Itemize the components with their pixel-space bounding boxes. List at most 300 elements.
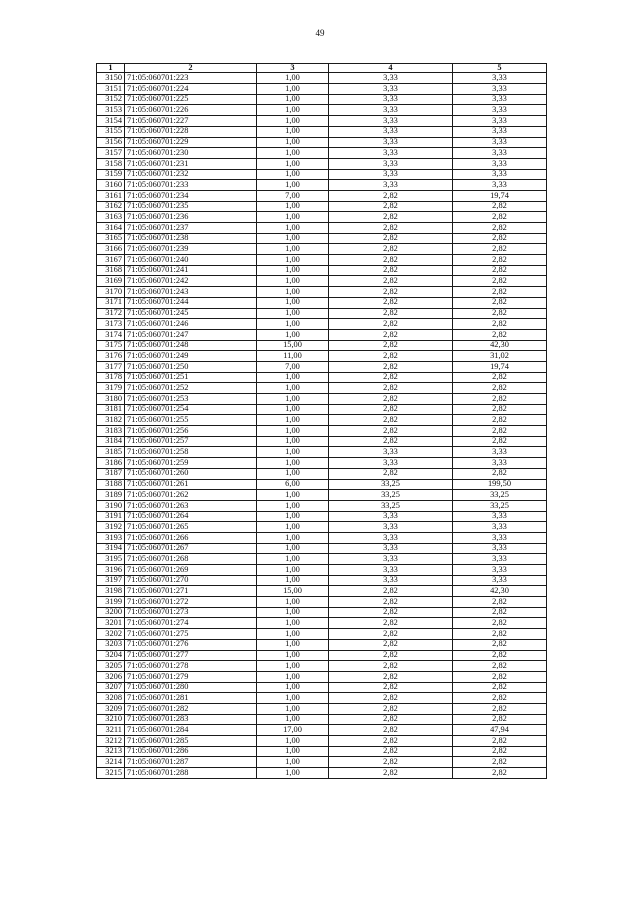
header-row [97, 64, 547, 73]
rate-cell: 3,33 [329, 543, 453, 554]
cadastral-number-cell: 71:05:060701:250 [125, 361, 257, 372]
row-number-cell: 3165 [97, 233, 125, 244]
rate-cell: 2,82 [329, 276, 453, 287]
row-number-cell: 3169 [97, 276, 125, 287]
row-number-cell: 3184 [97, 436, 125, 447]
rate-cell: 3,33 [329, 116, 453, 127]
rate-cell: 2,82 [329, 661, 453, 672]
row-number-cell: 3186 [97, 458, 125, 469]
table-row [97, 308, 547, 319]
area-cell: 1,00 [257, 468, 329, 479]
rate-cell: 33,25 [329, 479, 453, 490]
rate-cell: 3,33 [329, 575, 453, 586]
cadastral-number-cell: 71:05:060701:229 [125, 137, 257, 148]
row-number-cell: 3214 [97, 757, 125, 768]
table-row [97, 703, 547, 714]
cadastral-number-cell: 71:05:060701:268 [125, 554, 257, 565]
row-number-cell: 3210 [97, 714, 125, 725]
area-cell: 1,00 [257, 661, 329, 672]
table-row [97, 116, 547, 127]
cadastral-number-cell: 71:05:060701:244 [125, 297, 257, 308]
rate-cell: 2,82 [329, 383, 453, 394]
table-row [97, 426, 547, 437]
area-cell: 1,00 [257, 682, 329, 693]
area-cell: 1,00 [257, 244, 329, 255]
area-cell: 1,00 [257, 597, 329, 608]
area-cell: 1,00 [257, 297, 329, 308]
total-cell: 3,33 [453, 543, 547, 554]
rate-cell: 3,33 [329, 532, 453, 543]
cadastral-number-cell: 71:05:060701:251 [125, 372, 257, 383]
row-number-cell: 3203 [97, 639, 125, 650]
page-number: 49 [315, 28, 325, 38]
total-cell: 2,82 [453, 618, 547, 629]
table-row [97, 607, 547, 618]
total-cell: 2,82 [453, 436, 547, 447]
cadastral-number-cell: 71:05:060701:238 [125, 233, 257, 244]
cadastral-table [96, 63, 547, 779]
table-row [97, 447, 547, 458]
rate-cell: 3,33 [329, 94, 453, 105]
rate-cell: 2,82 [329, 607, 453, 618]
area-cell: 1,00 [257, 180, 329, 191]
table-row [97, 543, 547, 554]
row-number-cell: 3199 [97, 597, 125, 608]
rate-cell: 3,33 [329, 137, 453, 148]
rate-cell: 2,82 [329, 255, 453, 266]
cadastral-number-cell: 71:05:060701:261 [125, 479, 257, 490]
rate-cell: 2,82 [329, 768, 453, 779]
rate-cell: 3,33 [329, 84, 453, 95]
rate-cell: 2,82 [329, 244, 453, 255]
table-row [97, 671, 547, 682]
row-number-cell: 3175 [97, 340, 125, 351]
rate-cell: 3,33 [329, 158, 453, 169]
table-row [97, 287, 547, 298]
cadastral-number-cell: 71:05:060701:256 [125, 426, 257, 437]
cadastral-number-cell: 71:05:060701:283 [125, 714, 257, 725]
rate-cell: 2,82 [329, 426, 453, 437]
row-number-cell: 3151 [97, 84, 125, 95]
area-cell: 1,00 [257, 629, 329, 640]
area-cell: 1,00 [257, 511, 329, 522]
table-row [97, 94, 547, 105]
row-number-cell: 3158 [97, 158, 125, 169]
area-cell: 1,00 [257, 404, 329, 415]
area-cell: 1,00 [257, 212, 329, 223]
row-number-cell: 3188 [97, 479, 125, 490]
rate-cell: 2,82 [329, 351, 453, 362]
area-cell: 1,00 [257, 458, 329, 469]
table-row [97, 725, 547, 736]
header-cell: 4 [329, 64, 453, 73]
row-number-cell: 3211 [97, 725, 125, 736]
total-cell: 3,33 [453, 148, 547, 159]
rate-cell: 3,33 [329, 73, 453, 84]
rate-cell: 2,82 [329, 404, 453, 415]
total-cell: 42,30 [453, 340, 547, 351]
table-row [97, 757, 547, 768]
rate-cell: 3,33 [329, 565, 453, 576]
row-number-cell: 3161 [97, 190, 125, 201]
area-cell: 1,00 [257, 565, 329, 576]
table-row [97, 629, 547, 640]
rate-cell: 33,25 [329, 490, 453, 501]
total-cell: 2,82 [453, 768, 547, 779]
total-cell: 47,94 [453, 725, 547, 736]
total-cell: 2,82 [453, 650, 547, 661]
total-cell: 3,33 [453, 565, 547, 576]
rate-cell: 2,82 [329, 725, 453, 736]
rate-cell: 2,82 [329, 190, 453, 201]
row-number-cell: 3209 [97, 703, 125, 714]
cadastral-number-cell: 71:05:060701:230 [125, 148, 257, 159]
total-cell: 19,74 [453, 361, 547, 372]
total-cell: 3,33 [453, 105, 547, 116]
table-row [97, 436, 547, 447]
area-cell: 1,00 [257, 137, 329, 148]
cadastral-number-cell: 71:05:060701:246 [125, 319, 257, 330]
row-number-cell: 3183 [97, 426, 125, 437]
total-cell: 3,33 [453, 116, 547, 127]
area-cell: 15,00 [257, 340, 329, 351]
table-row [97, 768, 547, 779]
total-cell: 2,82 [453, 372, 547, 383]
rate-cell: 2,82 [329, 736, 453, 747]
row-number-cell: 3181 [97, 404, 125, 415]
cadastral-number-cell: 71:05:060701:243 [125, 287, 257, 298]
cadastral-number-cell: 71:05:060701:262 [125, 490, 257, 501]
total-cell: 3,33 [453, 158, 547, 169]
area-cell: 1,00 [257, 768, 329, 779]
cadastral-number-cell: 71:05:060701:241 [125, 265, 257, 276]
area-cell: 1,00 [257, 201, 329, 212]
table-row [97, 415, 547, 426]
total-cell: 2,82 [453, 693, 547, 704]
table-row [97, 340, 547, 351]
total-cell: 3,33 [453, 169, 547, 180]
cadastral-number-cell: 71:05:060701:249 [125, 351, 257, 362]
rate-cell: 3,33 [329, 447, 453, 458]
area-cell: 1,00 [257, 148, 329, 159]
row-number-cell: 3163 [97, 212, 125, 223]
row-number-cell: 3168 [97, 265, 125, 276]
table-row [97, 404, 547, 415]
area-cell: 1,00 [257, 308, 329, 319]
area-cell: 1,00 [257, 255, 329, 266]
row-number-cell: 3156 [97, 137, 125, 148]
area-cell: 7,00 [257, 361, 329, 372]
cadastral-number-cell: 71:05:060701:254 [125, 404, 257, 415]
cadastral-number-cell: 71:05:060701:271 [125, 586, 257, 597]
rate-cell: 3,33 [329, 522, 453, 533]
area-cell: 1,00 [257, 94, 329, 105]
rate-cell: 2,82 [329, 746, 453, 757]
cadastral-number-cell: 71:05:060701:237 [125, 223, 257, 234]
cadastral-number-cell: 71:05:060701:274 [125, 618, 257, 629]
cadastral-number-cell: 71:05:060701:228 [125, 126, 257, 137]
row-number-cell: 3196 [97, 565, 125, 576]
rate-cell: 2,82 [329, 650, 453, 661]
cadastral-number-cell: 71:05:060701:234 [125, 190, 257, 201]
row-number-cell: 3170 [97, 287, 125, 298]
total-cell: 2,82 [453, 415, 547, 426]
area-cell: 1,00 [257, 319, 329, 330]
total-cell: 3,33 [453, 575, 547, 586]
total-cell: 2,82 [453, 404, 547, 415]
rate-cell: 2,82 [329, 682, 453, 693]
area-cell: 1,00 [257, 372, 329, 383]
area-cell: 1,00 [257, 169, 329, 180]
total-cell: 3,33 [453, 511, 547, 522]
total-cell: 2,82 [453, 714, 547, 725]
area-cell: 1,00 [257, 383, 329, 394]
table-row [97, 490, 547, 501]
area-cell: 1,00 [257, 607, 329, 618]
area-cell: 1,00 [257, 575, 329, 586]
row-number-cell: 3172 [97, 308, 125, 319]
row-number-cell: 3153 [97, 105, 125, 116]
total-cell: 2,82 [453, 223, 547, 234]
total-cell: 2,82 [453, 703, 547, 714]
row-number-cell: 3166 [97, 244, 125, 255]
rate-cell: 2,82 [329, 597, 453, 608]
area-cell: 1,00 [257, 736, 329, 747]
rate-cell: 2,82 [329, 308, 453, 319]
table-row [97, 169, 547, 180]
row-number-cell: 3167 [97, 255, 125, 266]
table-row [97, 586, 547, 597]
cadastral-number-cell: 71:05:060701:282 [125, 703, 257, 714]
area-cell: 1,00 [257, 650, 329, 661]
area-cell: 1,00 [257, 714, 329, 725]
cadastral-number-cell: 71:05:060701:288 [125, 768, 257, 779]
cadastral-number-cell: 71:05:060701:226 [125, 105, 257, 116]
area-cell: 1,00 [257, 329, 329, 340]
row-number-cell: 3205 [97, 661, 125, 672]
total-cell: 2,82 [453, 255, 547, 266]
table-row [97, 597, 547, 608]
row-number-cell: 3171 [97, 297, 125, 308]
header-cell: 1 [97, 64, 125, 73]
header-cell: 5 [453, 64, 547, 73]
total-cell: 3,33 [453, 84, 547, 95]
cadastral-number-cell: 71:05:060701:260 [125, 468, 257, 479]
table-row [97, 233, 547, 244]
row-number-cell: 3177 [97, 361, 125, 372]
total-cell: 2,82 [453, 682, 547, 693]
cadastral-number-cell: 71:05:060701:267 [125, 543, 257, 554]
total-cell: 2,82 [453, 757, 547, 768]
rate-cell: 2,82 [329, 340, 453, 351]
table-row [97, 105, 547, 116]
table-row [97, 575, 547, 586]
cadastral-number-cell: 71:05:060701:223 [125, 73, 257, 84]
cadastral-number-cell: 71:05:060701:281 [125, 693, 257, 704]
total-cell: 2,82 [453, 597, 547, 608]
rate-cell: 2,82 [329, 297, 453, 308]
row-number-cell: 3182 [97, 415, 125, 426]
row-number-cell: 3194 [97, 543, 125, 554]
cadastral-number-cell: 71:05:060701:240 [125, 255, 257, 266]
table-row [97, 714, 547, 725]
area-cell: 1,00 [257, 500, 329, 511]
table-row [97, 565, 547, 576]
table-row [97, 650, 547, 661]
area-cell: 1,00 [257, 223, 329, 234]
table-row [97, 158, 547, 169]
row-number-cell: 3185 [97, 447, 125, 458]
table-row [97, 746, 547, 757]
row-number-cell: 3179 [97, 383, 125, 394]
cadastral-number-cell: 71:05:060701:270 [125, 575, 257, 586]
row-number-cell: 3193 [97, 532, 125, 543]
total-cell: 2,82 [453, 329, 547, 340]
total-cell: 3,33 [453, 522, 547, 533]
table-row [97, 682, 547, 693]
rate-cell: 2,82 [329, 287, 453, 298]
area-cell: 1,00 [257, 233, 329, 244]
table-row [97, 661, 547, 672]
area-cell: 1,00 [257, 276, 329, 287]
row-number-cell: 3157 [97, 148, 125, 159]
row-number-cell: 3192 [97, 522, 125, 533]
table-row [97, 180, 547, 191]
cadastral-number-cell: 71:05:060701:236 [125, 212, 257, 223]
row-number-cell: 3191 [97, 511, 125, 522]
area-cell: 1,00 [257, 265, 329, 276]
cadastral-number-cell: 71:05:060701:259 [125, 458, 257, 469]
table-row [97, 265, 547, 276]
table-row [97, 244, 547, 255]
total-cell: 2,82 [453, 276, 547, 287]
cadastral-number-cell: 71:05:060701:285 [125, 736, 257, 747]
rate-cell: 3,33 [329, 148, 453, 159]
cadastral-number-cell: 71:05:060701:255 [125, 415, 257, 426]
rate-cell: 2,82 [329, 415, 453, 426]
cadastral-number-cell: 71:05:060701:264 [125, 511, 257, 522]
rate-cell: 3,33 [329, 554, 453, 565]
total-cell: 2,82 [453, 629, 547, 640]
row-number-cell: 3173 [97, 319, 125, 330]
header-cell: 2 [125, 64, 257, 73]
cadastral-number-cell: 71:05:060701:235 [125, 201, 257, 212]
cadastral-number-cell: 71:05:060701:273 [125, 607, 257, 618]
cadastral-number-cell: 71:05:060701:286 [125, 746, 257, 757]
table-row [97, 479, 547, 490]
row-number-cell: 3204 [97, 650, 125, 661]
table-row [97, 458, 547, 469]
total-cell: 3,33 [453, 554, 547, 565]
cadastral-number-cell: 71:05:060701:253 [125, 394, 257, 405]
table-row [97, 255, 547, 266]
rate-cell: 2,82 [329, 394, 453, 405]
area-cell: 15,00 [257, 586, 329, 597]
total-cell: 33,25 [453, 490, 547, 501]
row-number-cell: 3202 [97, 629, 125, 640]
total-cell: 2,82 [453, 661, 547, 672]
table-row [97, 319, 547, 330]
total-cell: 3,33 [453, 137, 547, 148]
rate-cell: 2,82 [329, 233, 453, 244]
cadastral-number-cell: 71:05:060701:257 [125, 436, 257, 447]
table-row [97, 351, 547, 362]
cadastral-number-cell: 71:05:060701:232 [125, 169, 257, 180]
cadastral-number-cell: 71:05:060701:279 [125, 671, 257, 682]
row-number-cell: 3206 [97, 671, 125, 682]
table-row [97, 693, 547, 704]
total-cell: 2,82 [453, 212, 547, 223]
area-cell: 6,00 [257, 479, 329, 490]
row-number-cell: 3178 [97, 372, 125, 383]
table-row [97, 148, 547, 159]
row-number-cell: 3155 [97, 126, 125, 137]
rate-cell: 2,82 [329, 329, 453, 340]
table-row [97, 73, 547, 84]
table-row [97, 554, 547, 565]
rate-cell: 2,82 [329, 212, 453, 223]
area-cell: 1,00 [257, 490, 329, 501]
table-row [97, 126, 547, 137]
total-cell: 2,82 [453, 233, 547, 244]
total-cell: 199,50 [453, 479, 547, 490]
rate-cell: 2,82 [329, 468, 453, 479]
cadastral-number-cell: 71:05:060701:265 [125, 522, 257, 533]
rate-cell: 2,82 [329, 629, 453, 640]
area-cell: 1,00 [257, 554, 329, 565]
table-row [97, 522, 547, 533]
area-cell: 1,00 [257, 436, 329, 447]
table-row [97, 736, 547, 747]
total-cell: 19,74 [453, 190, 547, 201]
area-cell: 1,00 [257, 639, 329, 650]
table-row [97, 276, 547, 287]
rate-cell: 2,82 [329, 436, 453, 447]
row-number-cell: 3208 [97, 693, 125, 704]
cadastral-number-cell: 71:05:060701:280 [125, 682, 257, 693]
row-number-cell: 3160 [97, 180, 125, 191]
total-cell: 2,82 [453, 265, 547, 276]
rate-cell: 3,33 [329, 126, 453, 137]
total-cell: 2,82 [453, 394, 547, 405]
row-number-cell: 3180 [97, 394, 125, 405]
row-number-cell: 3190 [97, 500, 125, 511]
area-cell: 1,00 [257, 415, 329, 426]
row-number-cell: 3200 [97, 607, 125, 618]
total-cell: 31,02 [453, 351, 547, 362]
row-number-cell: 3197 [97, 575, 125, 586]
rate-cell: 2,82 [329, 693, 453, 704]
area-cell: 1,00 [257, 746, 329, 757]
area-cell: 1,00 [257, 618, 329, 629]
table-row [97, 394, 547, 405]
rate-cell: 2,82 [329, 265, 453, 276]
rate-cell: 3,33 [329, 458, 453, 469]
rate-cell: 3,33 [329, 169, 453, 180]
cadastral-number-cell: 71:05:060701:225 [125, 94, 257, 105]
table-row [97, 468, 547, 479]
total-cell: 2,82 [453, 319, 547, 330]
row-number-cell: 3213 [97, 746, 125, 757]
rate-cell: 2,82 [329, 201, 453, 212]
total-cell: 2,82 [453, 297, 547, 308]
total-cell: 2,82 [453, 736, 547, 747]
rate-cell: 2,82 [329, 361, 453, 372]
row-number-cell: 3198 [97, 586, 125, 597]
area-cell: 1,00 [257, 73, 329, 84]
rate-cell: 2,82 [329, 586, 453, 597]
area-cell: 1,00 [257, 394, 329, 405]
